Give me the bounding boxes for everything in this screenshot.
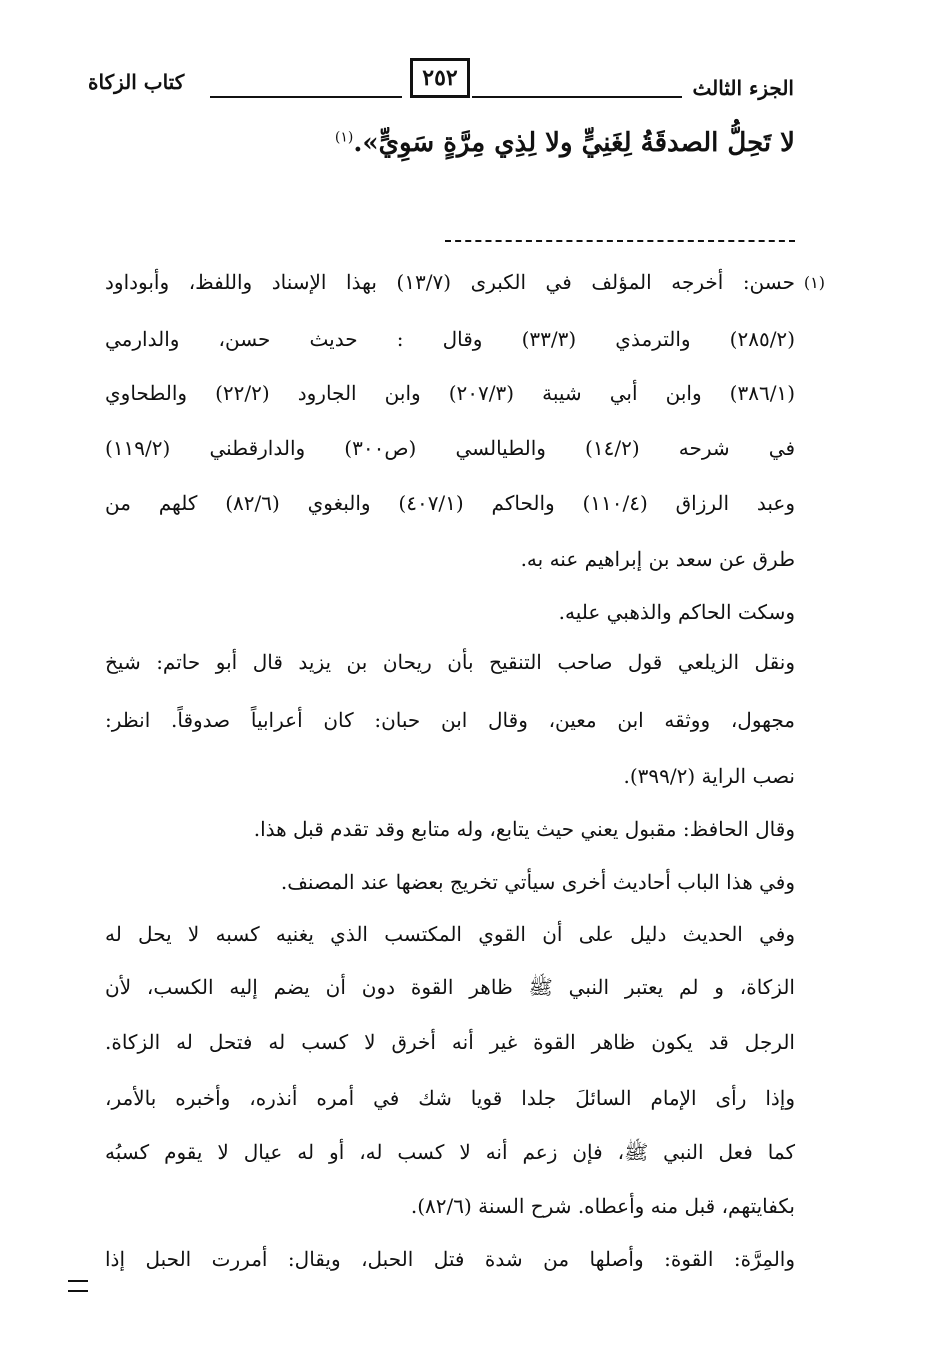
- footnote-line: نصب الراية (٣٩٩/٢).: [623, 764, 795, 788]
- header-rule-left: [210, 96, 402, 98]
- hadith-body: لا تَحِلُّ الصدقَةُ لِغَنِيٍّ ولا لِذِي مِرَّةٍ سَوِيٍّ».: [353, 128, 795, 158]
- footnote-line: بكفايتهم، قبل منه وأعطاه. شرح السنة (٨٢/٦).: [410, 1194, 795, 1218]
- footnote-line: في شرحه (١٤/٢) والطيالسي (ص٣٠٠) والدارقطني (١١٩/٢): [105, 436, 796, 460]
- footnote-line: مجهول، ووثقه ابن معين، وقال ابن حبان: كان أعرابياً صدوقاً. انظر:: [105, 708, 795, 732]
- footnote-line: الزكاة، و لم يعتبر النبي ﷺ ظاهر القوة دون أن يضم إليه الكسب، لأن: [105, 975, 795, 999]
- footnote-line: (٣٨٦/١) وابن أبي شيبة (٢٠٧/٣) وابن الجارود (٢٢/٢) والطحاوي: [105, 381, 795, 405]
- footnote-line: طرق عن سعد بن إبراهيم عنه به.: [520, 547, 795, 571]
- footnote-line: والمِرَّة: القوة: وأصلها من شدة فتل الحبل، ويقال: أمررت الحبل إذا: [105, 1247, 795, 1271]
- footnote-line: وعبد الرزاق (١١٠/٤) والحاكم (٤٠٧/١) والبغوي (٨٢/٦) كلهم من: [105, 491, 795, 515]
- footnote-line: وإذا رأى الإمام السائلَ جلدا قويا شك في أمره أنذره، وأخبره بالأمر،: [105, 1086, 795, 1110]
- footnote-number: (١): [803, 273, 825, 292]
- book-title: كتاب الزكاة: [88, 70, 185, 94]
- footnote-line: ونقل الزيلعي قول صاحب التنقيح بأن ريحان بن يزيد قال أبو حاتم: شيخ: [105, 650, 795, 674]
- continuation-mark: [68, 1280, 88, 1292]
- hadith-text: [95, 128, 795, 158]
- footnote-divider: [445, 240, 795, 242]
- footnote-line: الرجل قد يكون ظاهر القوة غير أنه أخرق لا كسب له فتحل له الزكاة.: [105, 1030, 795, 1054]
- footnote-line: وفي الحديث دليل على أن القوي المكتسب الذي يغنيه كسبه لا يحل له: [105, 922, 795, 946]
- page-number: ٢٥٢: [410, 58, 470, 98]
- footnote-line: حسن: أخرجه المؤلف في الكبرى (١٣/٧) بهذا الإسناد واللفظ، وأبوداود: [105, 270, 795, 294]
- header-rule-right: [472, 96, 682, 98]
- page-header: [80, 58, 794, 118]
- footnote-ref: (١): [334, 129, 354, 146]
- footnote-line: (٢٨٥/٢) والترمذي (٣٣/٣) وقال : حديث حسن، والدارمي: [105, 327, 795, 351]
- volume-label: الجزء الثالث: [692, 76, 794, 100]
- footnote-line: وسكت الحاكم والذهبي عليه.: [558, 600, 795, 624]
- footnote-line: وفي هذا الباب أحاديث أخرى سيأتي تخريج بعضها عند المصنف.: [280, 870, 795, 894]
- footnote-line: وقال الحافظ: مقبول يعني حيث يتابع، وله متابع وقد تقدم قبل هذا.: [253, 817, 795, 841]
- footnote-line: كما فعل النبي ﷺ، فإن زعم أنه لا كسب له، أو له عيال لا يقوم كسبُه: [105, 1140, 795, 1164]
